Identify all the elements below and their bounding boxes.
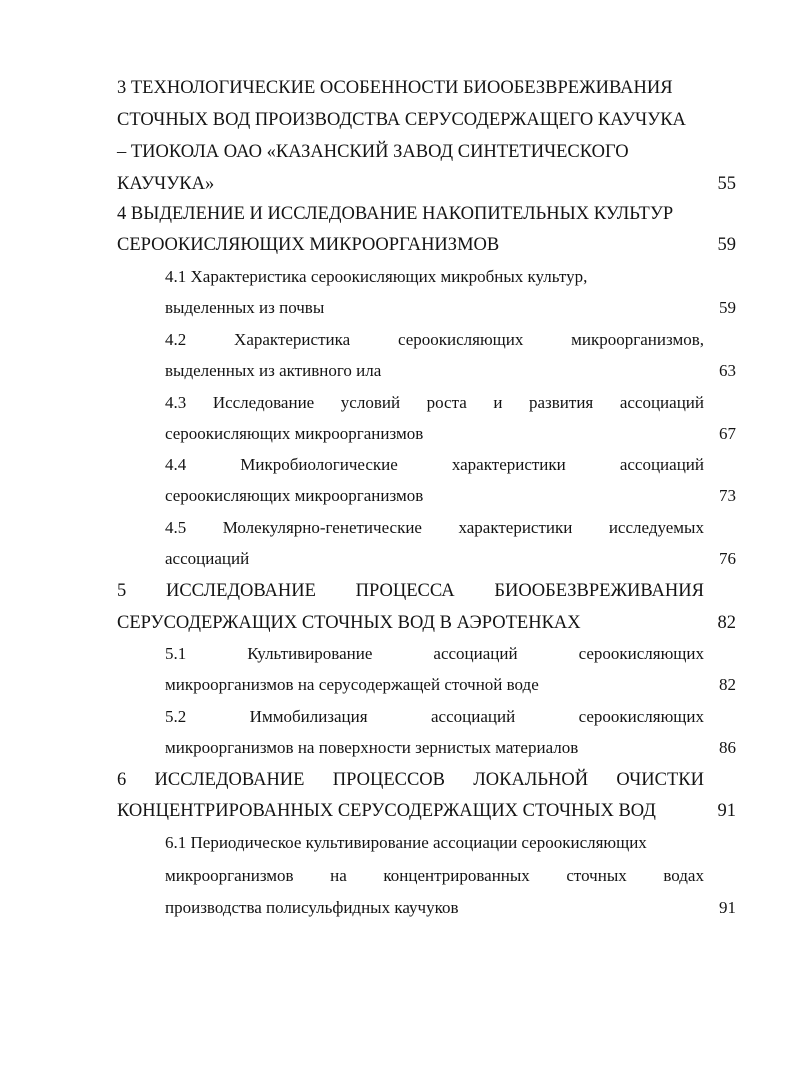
toc-entry-5-1-line2: микроорганизмов на серусодержащей сточной воде 82 [0, 671, 794, 699]
page-number: 73 [719, 486, 736, 505]
page-number: 67 [719, 424, 736, 443]
page-number: 63 [719, 361, 736, 380]
toc-entry-4-3-line1: 4.3 Исследование условий роста и развития ассоциаций [165, 393, 704, 412]
toc-entry-4-5-line1: 4.5 Молекулярно-генетические характеристики исследуемых [165, 518, 704, 537]
toc-entry-4-2-line1: 4.2 Характеристика сероокисляющих микроорганизмов, [165, 330, 704, 349]
toc-entry-6-1-line3: производства полисульфидных каучуков 91 [0, 894, 794, 922]
toc-entry-ch4-line1: 4 ВЫДЕЛЕНИЕ И ИССЛЕДОВАНИЕ НАКОПИТЕЛЬНЫХ КУЛЬТУР [117, 204, 674, 224]
page-number: 82 [719, 675, 736, 694]
toc-entry-5-1-line1: 5.1 Культивирование ассоциаций сероокисляющих [165, 644, 704, 663]
page-number: 55 [717, 174, 736, 194]
toc-entry-ch5-line2: СЕРУСОДЕРЖАЩИХ СТОЧНЫХ ВОД В АЭРОТЕНКАХ 82 [0, 609, 794, 637]
toc-entry-5-2-line1: 5.2 Иммобилизация ассоциаций сероокисляющих [165, 707, 704, 726]
toc-entry-5-2-line2: микроорганизмов на поверхности зернистых материалов 86 [0, 734, 794, 762]
toc-entry-ch5-line1: 5 ИССЛЕДОВАНИЕ ПРОЦЕССА БИООБЕЗВРЕЖИВАНИЯ [117, 581, 704, 601]
toc-entry-4-4-line1: 4.4 Микробиологические характеристики ассоциаций [165, 455, 704, 474]
toc-entry-ch3-line3: – ТИОКОЛА ОАО «КАЗАНСКИЙ ЗАВОД СИНТЕТИЧЕСКОГО [117, 142, 629, 162]
toc-entry-6-1-line1: 6.1 Периодическое культивирование ассоциации сероокисляющих [165, 833, 647, 852]
toc-entry-4-1-line2: выделенных из почвы 59 [0, 294, 794, 322]
page-number: 59 [719, 298, 736, 317]
page-number: 76 [719, 549, 736, 568]
toc-entry-4-1-line1: 4.1 Характеристика сероокисляющих микробных культур, [165, 267, 588, 286]
toc-entry-ch3-line4: КАУЧУКА» 55 [0, 170, 794, 198]
toc-entry-4-5-line2: ассоциаций 76 [0, 545, 794, 573]
page-number: 91 [717, 801, 736, 821]
page-number: 59 [717, 235, 736, 255]
toc-entry-4-4-line2: сероокисляющих микроорганизмов 73 [0, 482, 794, 510]
page-number: 91 [719, 898, 736, 917]
page-number: 86 [719, 738, 736, 757]
toc-entry-ch3-line1: 3 ТЕХНОЛОГИЧЕСКИЕ ОСОБЕННОСТИ БИООБЕЗВРЕЖИВАНИЯ [117, 78, 673, 98]
toc-entry-ch6-line2: КОНЦЕНТРИРОВАННЫХ СЕРУСОДЕРЖАЩИХ СТОЧНЫХ ВОД 91 [0, 797, 794, 825]
toc-entry-4-3-line2: сероокисляющих микроорганизмов 67 [0, 420, 794, 448]
toc-entry-ch3-line2: СТОЧНЫХ ВОД ПРОИЗВОДСТВА СЕРУСОДЕРЖАЩЕГО КАУЧУКА [117, 110, 686, 130]
page-number: 82 [717, 613, 736, 633]
toc-entry-4-2-line2: выделенных из активного ила 63 [0, 357, 794, 385]
toc-entry-ch4-line2: СЕРООКИСЛЯЮЩИХ МИКРООРГАНИЗМОВ 59 [0, 231, 794, 259]
toc-entry-6-1-line2: микроорганизмов на концентрированных сточных водах [165, 866, 704, 885]
toc-entry-ch6-line1: 6 ИССЛЕДОВАНИЕ ПРОЦЕССОВ ЛОКАЛЬНОЙ ОЧИСТКИ [117, 770, 704, 790]
